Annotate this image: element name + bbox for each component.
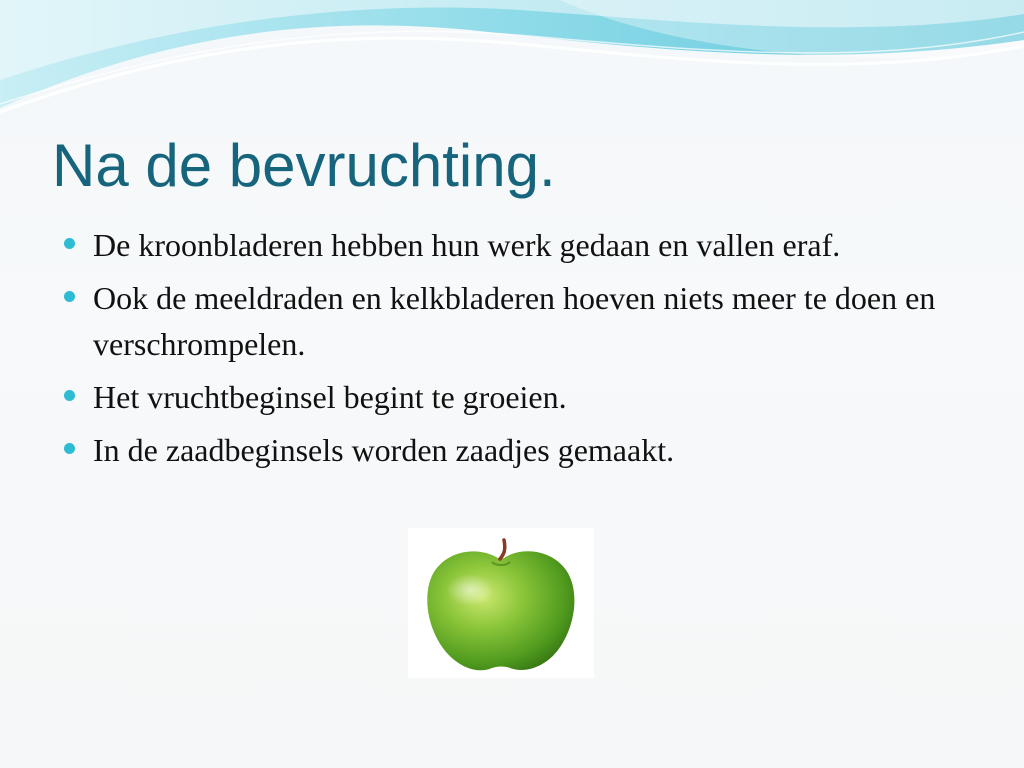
bullet-item xyxy=(64,374,964,420)
bullet-text: Ook de meeldraden en kelkbladeren hoeven niets meer te doen en verschrompelen. xyxy=(93,280,936,362)
header-wave-decoration xyxy=(0,0,1024,120)
apple-image xyxy=(408,528,594,678)
bullet-list xyxy=(64,222,964,480)
bullet-dot-icon xyxy=(64,238,75,249)
bullet-dot-icon xyxy=(64,443,75,454)
bullet-item xyxy=(64,427,964,473)
bullet-text: In de zaadbeginsels worden zaadjes gemaakt. xyxy=(93,432,675,468)
slide-title: Na de bevruchting. xyxy=(52,132,556,199)
bullet-item xyxy=(64,275,964,367)
bullet-text: Het vruchtbeginsel begint te groeien. xyxy=(93,379,567,415)
bullet-dot-icon xyxy=(64,291,75,302)
green-apple-icon xyxy=(408,528,594,678)
bullet-dot-icon xyxy=(64,390,75,401)
bullet-item xyxy=(64,222,964,268)
bullet-text: De kroonbladeren hebben hun werk gedaan en vallen eraf. xyxy=(93,227,841,263)
